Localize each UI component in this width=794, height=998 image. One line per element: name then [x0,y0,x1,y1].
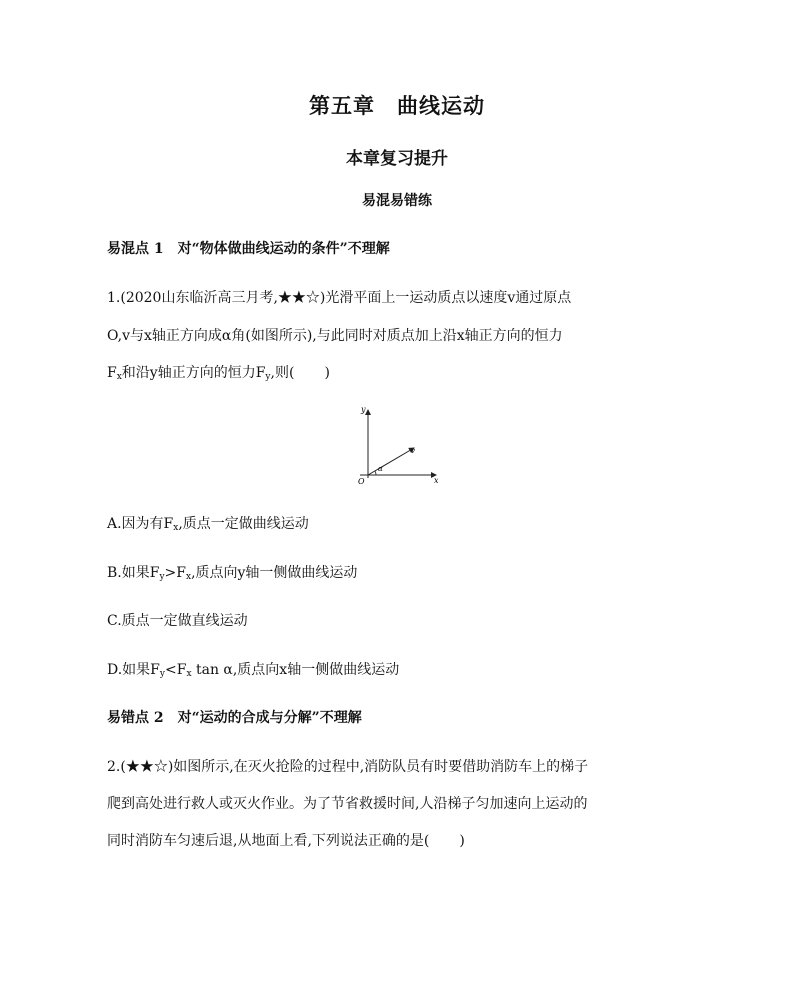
option-d: D.如果$F_y<F_x$ tan α,质点向x轴一侧做曲线运动 [107,662,400,679]
q1-figure [348,402,448,488]
alpha-arc [375,471,376,475]
q2-line3: 同时消防车匀速后退,从地面上看,下列说法正确的是( ) [107,833,465,849]
option-c: C.质点一定做直线运动 [107,613,248,629]
velocity-vector [368,448,414,475]
point2-heading: 易错点 2 对“运动的合成与分解”不理解 [107,710,362,726]
option-b: B.如果$F_y>F_x$,质点向y轴一侧做曲线运动 [107,565,358,582]
q1-line2: O,v与x轴正方向成α角(如图所示),与此同时对质点加上沿x轴正方向的恒力 [107,328,563,344]
q2-line1: 2.(★★☆)如图所示,在灭火抢险的过程中,消防队员有时要借助消防车上的梯子 [107,759,589,775]
origin-label: O [358,477,365,486]
q1-line1: 1.(2020山东临沂高三月考,★★☆)光滑平面上一运动质点以速度v通过原点 [107,290,572,306]
chapter-subtitle: 本章复习提升 [346,149,448,169]
x-axis-label: x [434,476,439,485]
q2-line2: 爬到高处进行救人或灭火作业。为了节省救援时间,人沿梯子匀加速向上运动的 [107,796,588,812]
v-label: v [411,447,415,455]
q1-line3: $F_x$和沿y轴正方向的恒力$F_y$,则( ) [107,365,330,382]
section-heading: 易混易错练 [362,193,432,209]
option-a: A.因为有$F_x$,质点一定做曲线运动 [107,516,309,533]
y-axis-label: y [361,405,366,414]
point1-heading: 易混点 1 对“物体做曲线运动的条件”不理解 [107,241,390,257]
chapter-title: 第五章 曲线运动 [309,93,485,118]
alpha-label: α [378,465,383,473]
